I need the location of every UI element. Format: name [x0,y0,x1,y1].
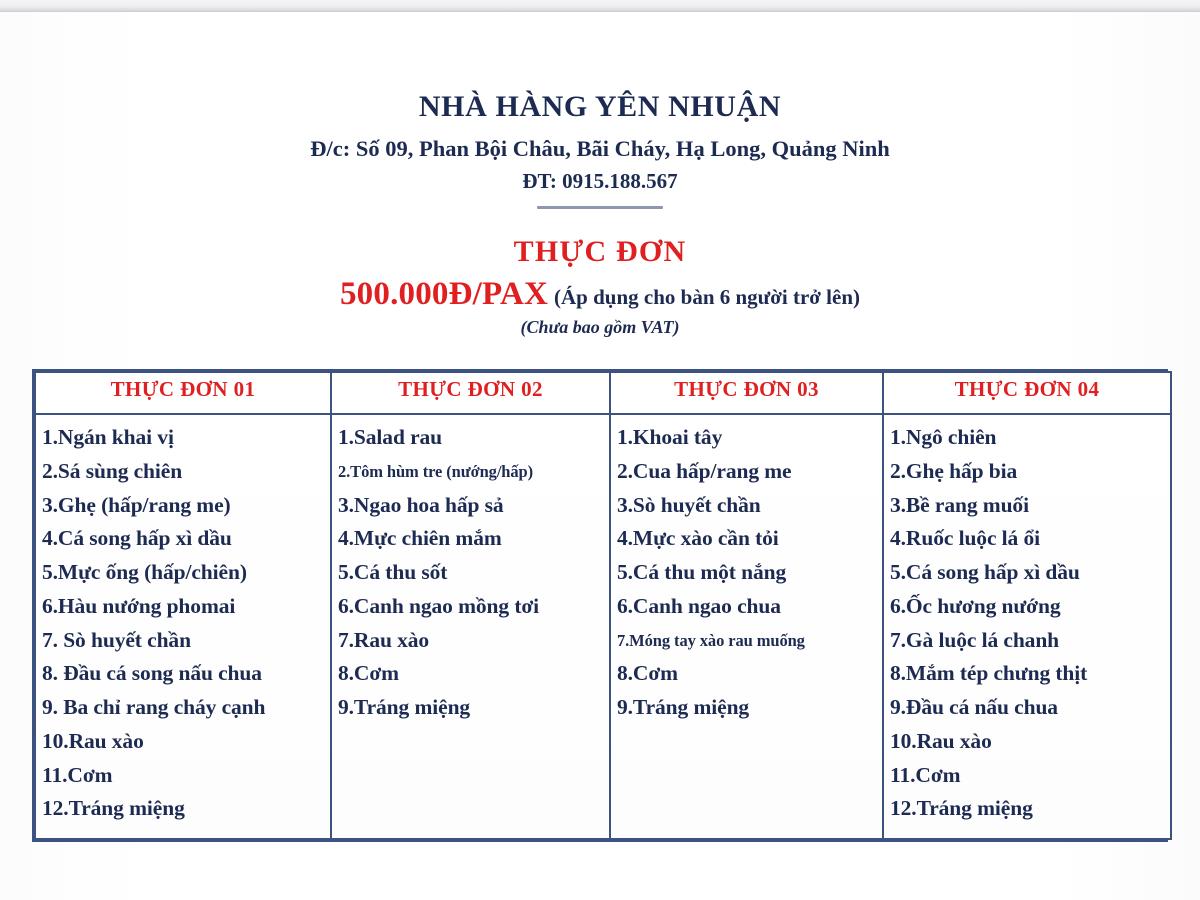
menu-item: 3.Bề rang muối [890,492,1029,517]
menu-item: 5.Cá thu một nắng [617,560,787,584]
menu-column-header-02: THỰC ĐƠN 02 [331,372,610,414]
vat-note: (Chưa bao gồm VAT) [520,316,680,337]
menu-item: 9.Tráng miệng [617,695,750,720]
menu-item: 8. Đầu cá song nấu chua [42,661,262,686]
menu-item: 8.Mắm tép chưng thịt [890,661,1088,686]
restaurant-phone: ĐT: 0915.188.567 [522,169,678,194]
menu-item: 8.Cơm [338,661,399,686]
menu-column-01 [35,414,331,839]
menu-item: 4.Mực chiên mắm [338,526,502,551]
menu-item: 6.Hàu nướng phomai [42,593,236,618]
menu-item: 2.Ghẹ hấp bia [890,458,1018,483]
menu-column-03 [610,414,883,839]
menu-table-body-row [35,414,1171,839]
menu-item: 5.Cá thu sốt [338,560,448,585]
menu-item: 10.Rau xào [42,728,144,753]
menu-item: 8.Cơm [617,661,678,686]
menu-item: 6.Canh ngao chua [617,593,781,618]
menu-column-header-03: THỰC ĐƠN 03 [610,372,883,414]
menu-item: 3.Ngao hoa hấp sả [338,492,504,517]
menu-table [32,369,1168,842]
menu-item: 12.Tráng miệng [890,796,1033,821]
restaurant-name: NHÀ HÀNG YÊN NHUẬN [418,90,782,123]
menu-item: 2.Tôm hùm tre (nướng/hấp) [338,461,534,481]
menu-title: THỰC ĐƠN [513,234,687,268]
menu-page [0,12,1200,900]
menu-item: 4.Ruốc luộc lá ổi [890,526,1040,551]
menu-item: 1.Ngán khai vị [42,425,174,449]
menu-item: 9.Đầu cá nấu chua [890,695,1058,719]
price-line [0,276,1200,313]
menu-item: 1.Khoai tây [617,425,723,449]
menu-item: 1.Ngô chiên [890,425,997,449]
menu-item: 6.Ốc hương nướng [890,593,1061,618]
menu-item: 3.Ghẹ (hấp/rang me) [42,492,231,517]
menu-item: 10.Rau xào [890,728,992,753]
menu-item: 7.Móng tay xào rau muống [617,630,805,650]
menu-column-04 [883,414,1171,839]
menu-item: 9.Tráng miệng [338,695,471,720]
price-condition-note: (Áp dụng cho bàn 6 người trở lên) [554,284,861,309]
menu-item: 9. Ba chỉ rang cháy cạnh [42,695,266,719]
menu-item: 4.Cá song hấp xì dầu [42,526,232,551]
restaurant-address: Đ/c: Số 09, Phan Bội Châu, Bãi Cháy, Hạ Long, Quảng Ninh [310,135,890,161]
price-value: 500.000Đ/PAX [339,275,549,312]
menu-item: 2.Sá sùng chiên [42,458,183,483]
menu-table-header-row [35,372,1171,414]
menu-item: 12.Tráng miệng [42,796,185,821]
top-chrome-strip [0,0,1200,12]
menu-column-header-01: THỰC ĐƠN 01 [35,372,331,414]
menu-column-02 [331,414,610,839]
menu-item: 5.Cá song hấp xì dầu [890,560,1080,584]
menu-item: 11.Cơm [42,762,113,787]
menu-item: 4.Mực xào cần tỏi [617,526,779,551]
menu-column-header-04: THỰC ĐƠN 04 [883,372,1171,414]
menu-item: 1.Salad rau [338,425,443,449]
menu-item: 11.Cơm [890,762,961,787]
menu-item: 5.Mực ống (hấp/chiên) [42,560,247,584]
menu-item: 7.Rau xào [338,627,430,652]
menu-item: 6.Canh ngao mồng tơi [338,593,540,618]
menu-item: 7. Sò huyết chần [42,627,191,652]
menu-item: 2.Cua hấp/rang me [617,458,792,483]
menu-header [0,12,1200,209]
menu-item: 7.Gà luộc lá chanh [890,627,1060,652]
menu-item: 3.Sò huyết chần [617,492,761,517]
header-divider-rule [537,206,663,209]
